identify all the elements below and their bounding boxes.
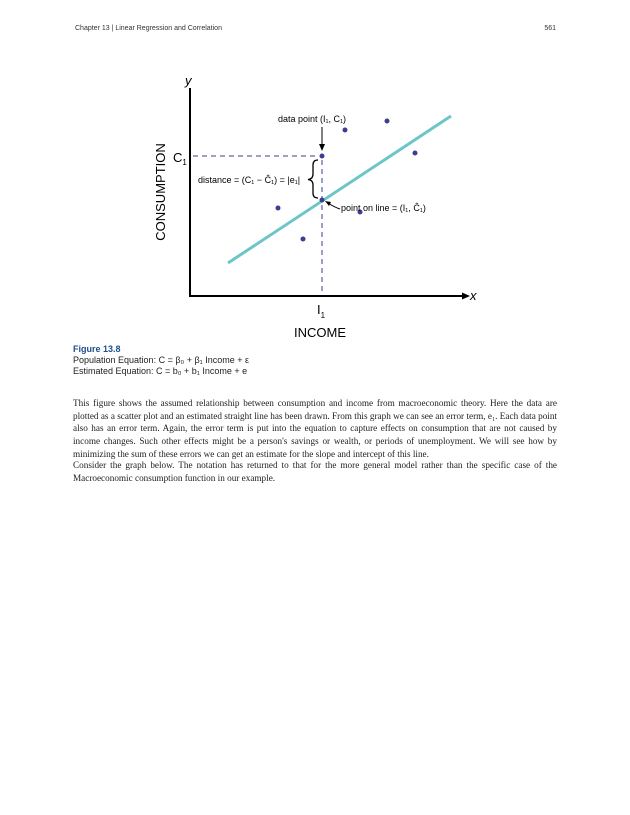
data-point-annotation: data point (I₁, C₁) — [277, 114, 347, 124]
distance-annotation: distance = (C₁ − Ĉ₁) = |e₁| — [198, 175, 301, 185]
body-paragraph-1: This figure shows the assumed relationship between consumption and income from macroeconomic theory. Here the data are plotted as a scatter plot and an estimated straight line has been drawn. From this graph we can see an error term, e₁. Each data point also has an error term. Again, the error term is put into the equation to capture effects on consumption that are not caused by income changes. Such other effects might be a person's savings or wealth, or periods of unemployment. We will see how by minimizing the sum of these errors we can get an estimate for the slope and intercept of this line. — [73, 398, 557, 459]
scatter-point — [276, 206, 281, 211]
x-axis-title: INCOME — [294, 325, 346, 340]
i1-label: $I_1$ — [317, 302, 326, 320]
population-equation: Population Equation: C = β₀ + β₁ Income + ε — [73, 355, 249, 365]
scatter-point — [343, 128, 348, 133]
x-axis-letter: x — [470, 288, 477, 303]
distance-brace — [308, 160, 318, 198]
figure-caption — [73, 344, 249, 377]
line-point-annotation: point on line = (I₁, Ĉ₁) — [341, 203, 426, 213]
body-paragraph-2: Consider the graph below. The notation has returned to that for the more general model rather than the specific case of the Macroeconomic consumption function in our example. — [73, 460, 557, 483]
regression-line — [228, 116, 451, 263]
x-axis-arrowhead — [462, 293, 470, 300]
line-point-arrowhead — [325, 201, 331, 206]
regression-figure — [0, 0, 630, 340]
scatter-point — [413, 151, 418, 156]
scatter-point-on-line — [320, 198, 325, 203]
y-axis-title: CONSUMPTION — [153, 143, 168, 241]
y-axis-letter: y — [185, 73, 192, 88]
running-header-page-number: 561 — [544, 25, 556, 32]
scatter-point — [301, 237, 306, 242]
running-header-chapter: Chapter 13 | Linear Regression and Correlation — [75, 25, 222, 32]
scatter-point — [385, 119, 390, 124]
estimated-equation: Estimated Equation: C = b₀ + b₁ Income + e — [73, 366, 248, 376]
data-point-arrowhead — [319, 144, 325, 151]
c1-label: $C_1$ — [173, 150, 187, 167]
scatter-point-data-i1-c1 — [320, 154, 325, 159]
figure-title: Figure 13.8 — [73, 344, 121, 354]
